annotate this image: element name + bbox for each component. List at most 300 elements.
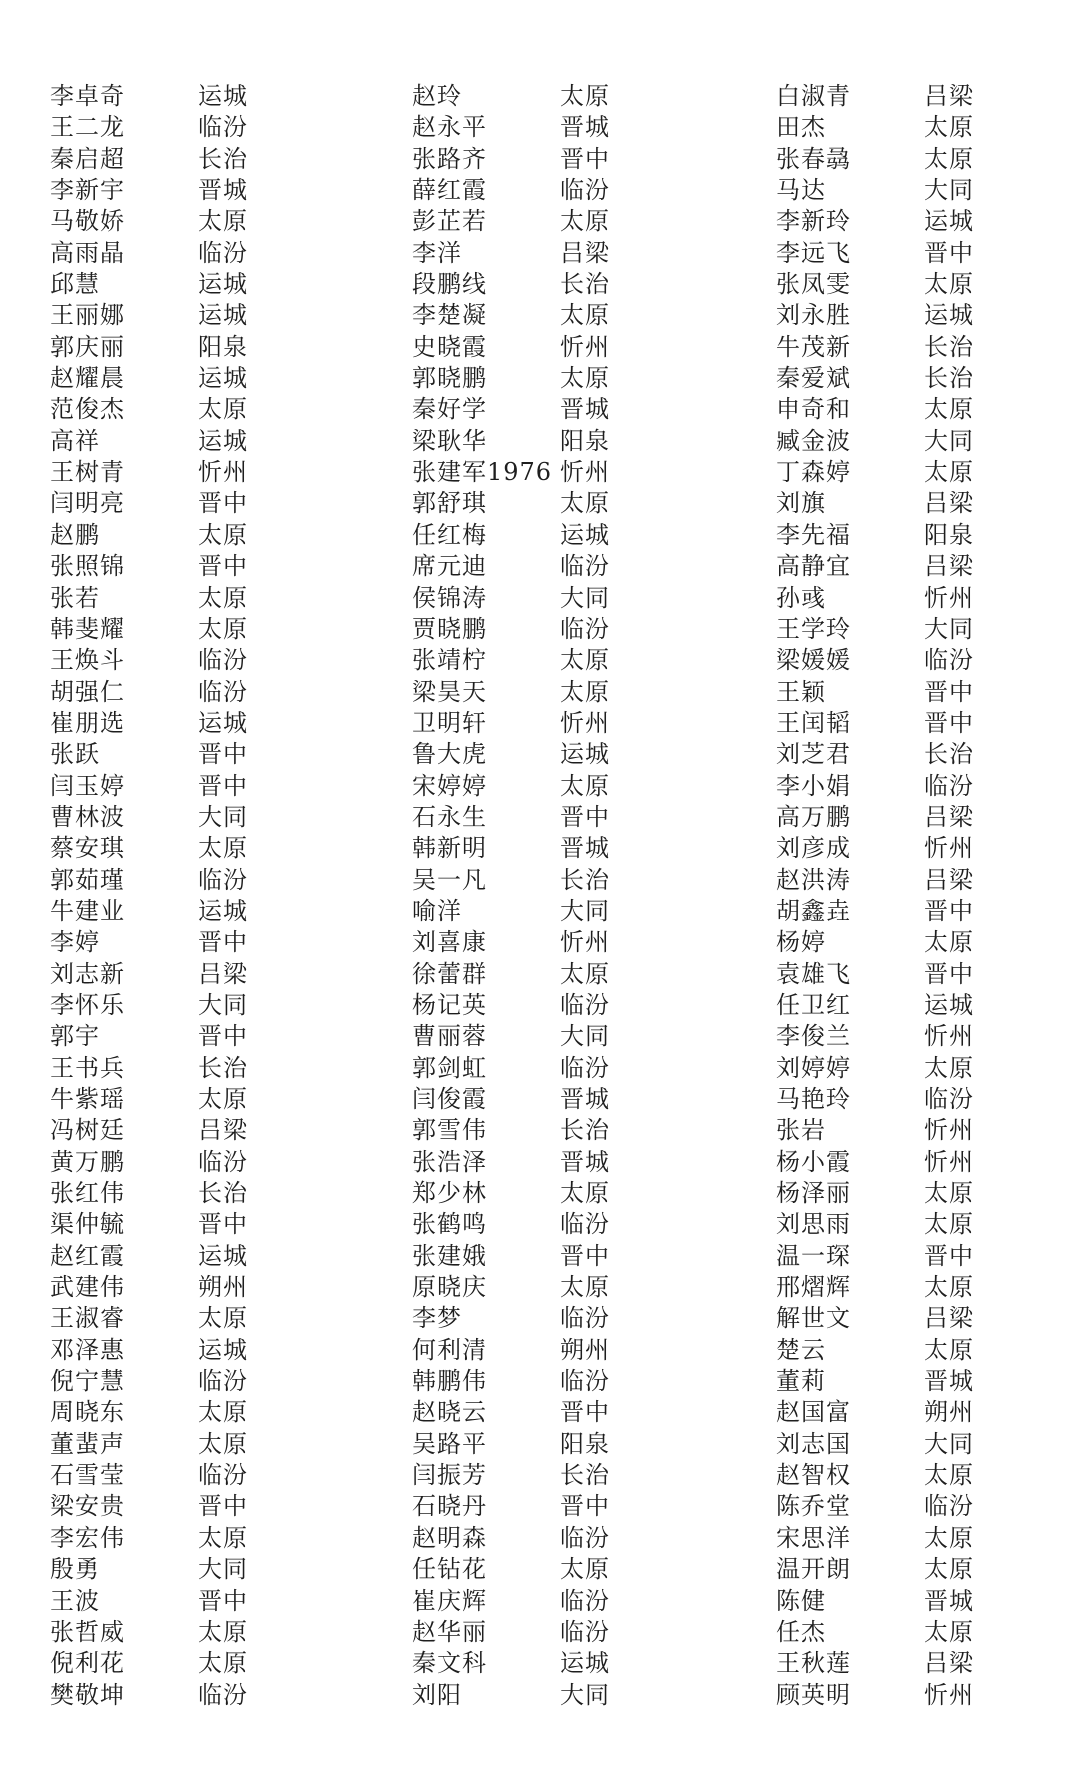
person-name: 刘思雨 bbox=[776, 1210, 851, 1239]
person-name: 赵红霞 bbox=[50, 1241, 125, 1270]
person-name: 何利清 bbox=[412, 1335, 487, 1364]
city-name: 晋中 bbox=[924, 708, 974, 737]
person-name: 刘阳 bbox=[412, 1680, 462, 1709]
person-name: 邢熠辉 bbox=[776, 1273, 851, 1302]
city-name: 太原 bbox=[924, 113, 974, 142]
person-name: 张红伟 bbox=[50, 1179, 125, 1208]
city-name: 晋中 bbox=[560, 1398, 610, 1427]
person-name: 梁昊天 bbox=[412, 677, 487, 706]
person-name: 王二龙 bbox=[50, 113, 125, 142]
person-name: 马敬娇 bbox=[50, 207, 125, 236]
person-name: 赵晓云 bbox=[412, 1398, 487, 1427]
city-name: 太原 bbox=[198, 614, 248, 643]
city-name: 运城 bbox=[924, 207, 974, 236]
person-name: 吴一凡 bbox=[412, 865, 487, 894]
city-name: 太原 bbox=[924, 1210, 974, 1239]
person-name: 秦启超 bbox=[50, 144, 125, 173]
city-name: 忻州 bbox=[198, 458, 248, 487]
person-name: 邓泽惠 bbox=[50, 1335, 125, 1364]
city-name: 临汾 bbox=[198, 238, 248, 267]
city-name: 临汾 bbox=[198, 1147, 248, 1176]
city-name: 临汾 bbox=[560, 614, 610, 643]
city-name: 太原 bbox=[560, 207, 610, 236]
city-name: 忻州 bbox=[924, 1147, 974, 1176]
person-name: 宋思洋 bbox=[776, 1523, 851, 1552]
person-name: 解世文 bbox=[776, 1304, 851, 1333]
person-name: 张凤雯 bbox=[776, 270, 851, 299]
person-name: 蔡安琪 bbox=[50, 834, 125, 863]
person-name: 楚云 bbox=[776, 1335, 826, 1364]
person-name: 郭茹瑾 bbox=[50, 865, 125, 894]
city-name: 忻州 bbox=[560, 708, 610, 737]
person-name: 杨小霞 bbox=[776, 1147, 851, 1176]
city-name: 晋城 bbox=[560, 1147, 610, 1176]
city-name: 临汾 bbox=[560, 176, 610, 205]
city-name: 运城 bbox=[560, 520, 610, 549]
city-name: 太原 bbox=[198, 1398, 248, 1427]
city-name: 临汾 bbox=[560, 552, 610, 581]
person-name: 李先福 bbox=[776, 520, 851, 549]
person-name: 杨泽丽 bbox=[776, 1179, 851, 1208]
city-name: 临汾 bbox=[198, 865, 248, 894]
city-name: 临汾 bbox=[924, 1492, 974, 1521]
city-name: 大同 bbox=[924, 1429, 974, 1458]
city-name: 忻州 bbox=[924, 583, 974, 612]
person-name: 李宏伟 bbox=[50, 1523, 125, 1552]
city-name: 晋城 bbox=[560, 395, 610, 424]
city-name: 长治 bbox=[198, 1053, 248, 1082]
person-name: 梁耿华 bbox=[412, 426, 487, 455]
person-name: 任卫红 bbox=[776, 990, 851, 1019]
person-name: 李俊兰 bbox=[776, 1022, 851, 1051]
person-name: 王波 bbox=[50, 1586, 100, 1615]
person-name: 温一琛 bbox=[776, 1241, 851, 1270]
person-name: 赵华丽 bbox=[412, 1617, 487, 1646]
city-name: 长治 bbox=[560, 1461, 610, 1490]
city-name: 太原 bbox=[198, 1429, 248, 1458]
person-name: 郭雪伟 bbox=[412, 1116, 487, 1145]
city-name: 太原 bbox=[924, 395, 974, 424]
person-name: 刘志新 bbox=[50, 959, 125, 988]
city-name: 晋城 bbox=[560, 834, 610, 863]
person-name: 王闰韬 bbox=[776, 708, 851, 737]
city-name: 运城 bbox=[198, 270, 248, 299]
person-name: 闫玉婷 bbox=[50, 771, 125, 800]
city-name: 临汾 bbox=[560, 1304, 610, 1333]
city-name: 吕梁 bbox=[924, 82, 974, 110]
city-name: 运城 bbox=[198, 301, 248, 330]
person-name: 王颖 bbox=[776, 677, 826, 706]
person-name: 徐蕾群 bbox=[412, 959, 487, 988]
city-name: 长治 bbox=[560, 1116, 610, 1145]
city-name: 忻州 bbox=[924, 1022, 974, 1051]
person-name: 丁森婷 bbox=[776, 458, 851, 487]
person-name: 周晓东 bbox=[50, 1398, 125, 1427]
person-name: 张若 bbox=[50, 583, 100, 612]
person-name: 宋婷婷 bbox=[412, 771, 487, 800]
city-name: 太原 bbox=[560, 771, 610, 800]
person-name: 梁媛媛 bbox=[776, 646, 851, 675]
city-name: 太原 bbox=[198, 1523, 248, 1552]
person-name: 段鹏线 bbox=[412, 270, 487, 299]
city-name: 晋中 bbox=[560, 144, 610, 173]
city-name: 晋中 bbox=[198, 1586, 248, 1615]
city-name: 大同 bbox=[560, 583, 610, 612]
person-name: 李怀乐 bbox=[50, 990, 125, 1019]
city-name: 忻州 bbox=[560, 458, 610, 487]
person-name: 韩鹏伟 bbox=[412, 1367, 487, 1396]
person-name: 卫明轩 bbox=[412, 708, 487, 737]
person-name: 赵智权 bbox=[776, 1461, 851, 1490]
person-name: 范俊杰 bbox=[50, 395, 125, 424]
person-name: 邱慧 bbox=[50, 270, 100, 299]
person-name: 马艳玲 bbox=[776, 1085, 851, 1113]
person-name: 渠仲毓 bbox=[50, 1210, 125, 1239]
city-name: 阳泉 bbox=[198, 332, 248, 361]
person-name: 韩新明 bbox=[412, 834, 487, 863]
person-name: 郭庆丽 bbox=[50, 332, 125, 361]
city-name: 太原 bbox=[560, 82, 610, 110]
person-name: 张哲威 bbox=[50, 1617, 125, 1646]
person-name: 闫俊霞 bbox=[412, 1085, 487, 1113]
city-name: 大同 bbox=[198, 802, 248, 831]
person-name: 赵明森 bbox=[412, 1523, 487, 1552]
person-name: 张鹤鸣 bbox=[412, 1210, 487, 1239]
city-name: 太原 bbox=[198, 1617, 248, 1646]
city-name: 长治 bbox=[560, 270, 610, 299]
person-name: 石永生 bbox=[412, 802, 487, 831]
person-name: 梁安贵 bbox=[50, 1492, 125, 1521]
city-name: 临汾 bbox=[924, 646, 974, 675]
city-name: 临汾 bbox=[198, 113, 248, 142]
city-name: 吕梁 bbox=[198, 1116, 248, 1145]
person-name: 张路齐 bbox=[412, 144, 487, 173]
city-name: 太原 bbox=[924, 270, 974, 299]
city-name: 太原 bbox=[924, 1335, 974, 1364]
person-name: 臧金波 bbox=[776, 426, 851, 455]
city-name: 晋城 bbox=[560, 1085, 610, 1113]
city-name: 太原 bbox=[924, 1179, 974, 1208]
city-name: 临汾 bbox=[560, 1053, 610, 1082]
city-name: 临汾 bbox=[560, 1617, 610, 1646]
city-name: 吕梁 bbox=[198, 959, 248, 988]
city-name: 晋中 bbox=[198, 1022, 248, 1051]
person-name: 郭晓鹏 bbox=[412, 364, 487, 393]
person-name: 王淑睿 bbox=[50, 1304, 125, 1333]
person-name: 曹丽蓉 bbox=[412, 1022, 487, 1051]
person-name: 刘旗 bbox=[776, 489, 826, 518]
person-name: 闫振芳 bbox=[412, 1461, 487, 1490]
city-name: 长治 bbox=[560, 865, 610, 894]
city-name: 吕梁 bbox=[924, 489, 974, 518]
city-name: 太原 bbox=[198, 1304, 248, 1333]
person-name: 王丽娜 bbox=[50, 301, 125, 330]
city-name: 太原 bbox=[198, 1085, 248, 1113]
city-name: 太原 bbox=[924, 1617, 974, 1646]
person-name: 李远飞 bbox=[776, 238, 851, 267]
city-name: 吕梁 bbox=[560, 238, 610, 267]
person-name: 任杰 bbox=[776, 1617, 826, 1646]
city-name: 临汾 bbox=[198, 1680, 248, 1709]
person-name: 原晓庆 bbox=[412, 1273, 487, 1302]
city-name: 太原 bbox=[560, 489, 610, 518]
person-name: 倪宁慧 bbox=[50, 1367, 125, 1396]
person-name: 田杰 bbox=[776, 113, 826, 142]
person-name: 韩斐耀 bbox=[50, 614, 125, 643]
person-name: 武建伟 bbox=[50, 1273, 125, 1302]
person-name: 牛茂新 bbox=[776, 332, 851, 361]
person-name: 申奇和 bbox=[776, 395, 851, 424]
city-name: 吕梁 bbox=[924, 865, 974, 894]
city-name: 太原 bbox=[924, 928, 974, 957]
person-name: 杨记英 bbox=[412, 990, 487, 1019]
city-name: 大同 bbox=[924, 614, 974, 643]
person-name: 秦文科 bbox=[412, 1649, 487, 1678]
city-name: 晋城 bbox=[560, 113, 610, 142]
city-name: 太原 bbox=[924, 1273, 974, 1302]
person-name: 赵鹏 bbox=[50, 520, 100, 549]
city-name: 太原 bbox=[198, 834, 248, 863]
person-name: 郭舒琪 bbox=[412, 489, 487, 518]
person-name: 赵玲 bbox=[412, 82, 462, 110]
city-name: 大同 bbox=[560, 1022, 610, 1051]
city-name: 朔州 bbox=[560, 1335, 610, 1364]
person-name: 刘婷婷 bbox=[776, 1053, 851, 1082]
city-name: 太原 bbox=[560, 364, 610, 393]
person-name: 张春骉 bbox=[776, 144, 851, 173]
city-name: 运城 bbox=[560, 1649, 610, 1678]
person-name: 张建娥 bbox=[412, 1241, 487, 1270]
city-name: 临汾 bbox=[198, 1367, 248, 1396]
city-name: 太原 bbox=[198, 395, 248, 424]
city-name: 运城 bbox=[198, 364, 248, 393]
person-name: 殷勇 bbox=[50, 1555, 100, 1584]
city-name: 运城 bbox=[560, 740, 610, 769]
city-name: 长治 bbox=[924, 332, 974, 361]
person-name: 李洋 bbox=[412, 238, 462, 267]
person-name: 高祥 bbox=[50, 426, 100, 455]
city-name: 太原 bbox=[924, 144, 974, 173]
city-name: 太原 bbox=[560, 301, 610, 330]
city-name: 大同 bbox=[198, 990, 248, 1019]
city-name: 运城 bbox=[198, 82, 248, 110]
person-name: 王秋莲 bbox=[776, 1649, 851, 1678]
person-name: 高静宜 bbox=[776, 552, 851, 581]
person-name: 高雨晶 bbox=[50, 238, 125, 267]
city-name: 临汾 bbox=[560, 1210, 610, 1239]
city-name: 阳泉 bbox=[560, 426, 610, 455]
person-name: 王书兵 bbox=[50, 1053, 125, 1082]
city-name: 临汾 bbox=[198, 1461, 248, 1490]
city-name: 临汾 bbox=[198, 646, 248, 675]
person-name: 王树青 bbox=[50, 458, 125, 487]
city-name: 吕梁 bbox=[924, 552, 974, 581]
person-name: 闫明亮 bbox=[50, 489, 125, 518]
city-name: 太原 bbox=[924, 1461, 974, 1490]
person-name: 倪利花 bbox=[50, 1649, 125, 1678]
person-name: 曹林波 bbox=[50, 802, 125, 831]
person-name: 赵耀晨 bbox=[50, 364, 125, 393]
city-name: 运城 bbox=[198, 1335, 248, 1364]
city-name: 长治 bbox=[924, 364, 974, 393]
city-name: 太原 bbox=[560, 646, 610, 675]
city-name: 长治 bbox=[924, 740, 974, 769]
person-name: 董莉 bbox=[776, 1367, 826, 1396]
person-name: 秦爱斌 bbox=[776, 364, 851, 393]
person-name: 李卓奇 bbox=[50, 82, 125, 110]
city-name: 忻州 bbox=[924, 834, 974, 863]
city-name: 晋中 bbox=[924, 677, 974, 706]
person-name: 侯锦涛 bbox=[412, 583, 487, 612]
person-name: 史晓霞 bbox=[412, 332, 487, 361]
city-name: 晋中 bbox=[198, 552, 248, 581]
city-name: 太原 bbox=[560, 1555, 610, 1584]
city-name: 长治 bbox=[198, 144, 248, 173]
city-name: 运城 bbox=[924, 301, 974, 330]
city-name: 大同 bbox=[924, 426, 974, 455]
person-name: 崔朋选 bbox=[50, 708, 125, 737]
person-name: 李楚凝 bbox=[412, 301, 487, 330]
city-name: 太原 bbox=[924, 1523, 974, 1552]
person-name: 赵永平 bbox=[412, 113, 487, 142]
person-name: 郭剑虹 bbox=[412, 1053, 487, 1082]
city-name: 晋中 bbox=[198, 1210, 248, 1239]
person-name: 张岩 bbox=[776, 1116, 826, 1145]
person-name: 马达 bbox=[776, 176, 826, 205]
city-name: 太原 bbox=[560, 959, 610, 988]
person-name: 樊敬坤 bbox=[50, 1680, 125, 1709]
city-name: 阳泉 bbox=[560, 1429, 610, 1458]
city-name: 运城 bbox=[198, 1241, 248, 1270]
city-name: 朔州 bbox=[924, 1398, 974, 1427]
person-name: 温开朗 bbox=[776, 1555, 851, 1584]
city-name: 太原 bbox=[924, 1053, 974, 1082]
city-name: 晋中 bbox=[924, 959, 974, 988]
city-name: 太原 bbox=[560, 677, 610, 706]
city-name: 晋中 bbox=[198, 928, 248, 957]
person-name: 喻洋 bbox=[412, 896, 462, 925]
person-name: 张跃 bbox=[50, 740, 100, 769]
person-name: 李婷 bbox=[50, 928, 100, 957]
person-name: 石晓丹 bbox=[412, 1492, 487, 1521]
person-name: 崔庆辉 bbox=[412, 1586, 487, 1615]
city-name: 太原 bbox=[198, 520, 248, 549]
city-name: 吕梁 bbox=[924, 1649, 974, 1678]
person-name: 李梦 bbox=[412, 1304, 462, 1333]
person-name: 陈健 bbox=[776, 1586, 826, 1615]
person-name: 任红梅 bbox=[412, 520, 487, 549]
person-name: 刘永胜 bbox=[776, 301, 851, 330]
person-name: 牛紫瑶 bbox=[50, 1085, 125, 1113]
city-name: 忻州 bbox=[924, 1116, 974, 1145]
person-name: 冯树廷 bbox=[50, 1116, 125, 1145]
person-name: 赵洪涛 bbox=[776, 865, 851, 894]
person-name: 胡鑫垚 bbox=[776, 896, 851, 925]
person-name: 吴路平 bbox=[412, 1429, 487, 1458]
city-name: 吕梁 bbox=[924, 802, 974, 831]
person-name: 胡强仁 bbox=[50, 677, 125, 706]
city-name: 晋城 bbox=[924, 1586, 974, 1615]
person-name: 牛建业 bbox=[50, 896, 125, 925]
city-name: 太原 bbox=[198, 583, 248, 612]
person-name: 刘彦成 bbox=[776, 834, 851, 863]
city-name: 晋中 bbox=[560, 802, 610, 831]
city-name: 晋中 bbox=[198, 1492, 248, 1521]
city-name: 太原 bbox=[924, 1555, 974, 1584]
city-name: 忻州 bbox=[560, 332, 610, 361]
city-name: 临汾 bbox=[560, 1367, 610, 1396]
person-name: 刘志国 bbox=[776, 1429, 851, 1458]
city-name: 长治 bbox=[198, 1179, 248, 1208]
city-name: 大同 bbox=[560, 896, 610, 925]
city-name: 临汾 bbox=[924, 771, 974, 800]
person-name: 黄万鹏 bbox=[50, 1147, 125, 1176]
person-name: 赵国富 bbox=[776, 1398, 851, 1427]
city-name: 晋中 bbox=[924, 1241, 974, 1270]
person-name: 孙彧 bbox=[776, 583, 826, 612]
person-name: 张浩泽 bbox=[412, 1147, 487, 1176]
person-name: 刘喜康 bbox=[412, 928, 487, 957]
city-name: 临汾 bbox=[560, 1523, 610, 1552]
person-name: 鲁大虎 bbox=[412, 740, 487, 769]
person-name: 陈乔堂 bbox=[776, 1492, 851, 1521]
person-name: 刘芝君 bbox=[776, 740, 851, 769]
city-name: 大同 bbox=[198, 1555, 248, 1584]
person-name: 袁雄飞 bbox=[776, 959, 851, 988]
city-name: 临汾 bbox=[560, 990, 610, 1019]
city-name: 晋中 bbox=[560, 1241, 610, 1270]
person-name: 王学玲 bbox=[776, 614, 851, 643]
city-name: 晋中 bbox=[198, 489, 248, 518]
city-name: 晋中 bbox=[198, 771, 248, 800]
person-name: 秦好学 bbox=[412, 395, 487, 424]
person-name: 郭宇 bbox=[50, 1022, 100, 1051]
person-name: 李新宇 bbox=[50, 176, 125, 205]
person-name: 高万鹏 bbox=[776, 802, 851, 831]
city-name: 晋中 bbox=[924, 238, 974, 267]
person-name: 白淑青 bbox=[776, 82, 851, 110]
city-name: 运城 bbox=[198, 426, 248, 455]
city-name: 晋中 bbox=[560, 1492, 610, 1521]
person-name: 席元迪 bbox=[412, 552, 487, 581]
person-name: 贾晓鹏 bbox=[412, 614, 487, 643]
city-name: 太原 bbox=[924, 458, 974, 487]
city-name: 晋中 bbox=[924, 896, 974, 925]
city-name: 晋城 bbox=[924, 1367, 974, 1396]
city-name: 太原 bbox=[198, 207, 248, 236]
city-name: 大同 bbox=[924, 176, 974, 205]
person-name: 杨婷 bbox=[776, 928, 826, 957]
city-name: 运城 bbox=[198, 708, 248, 737]
person-name: 王焕斗 bbox=[50, 646, 125, 675]
city-name: 临汾 bbox=[924, 1085, 974, 1113]
person-name: 张照锦 bbox=[50, 552, 125, 581]
city-name: 忻州 bbox=[924, 1680, 974, 1709]
city-name: 大同 bbox=[560, 1680, 610, 1709]
person-name: 顾英明 bbox=[776, 1680, 851, 1709]
city-name: 运城 bbox=[924, 990, 974, 1019]
city-name: 朔州 bbox=[198, 1273, 248, 1302]
city-name: 吕梁 bbox=[924, 1304, 974, 1333]
city-name: 运城 bbox=[198, 896, 248, 925]
person-name: 李新玲 bbox=[776, 207, 851, 236]
city-name: 太原 bbox=[198, 1649, 248, 1678]
city-name: 晋城 bbox=[198, 176, 248, 205]
person-name: 任钻花 bbox=[412, 1555, 487, 1584]
city-name: 太原 bbox=[560, 1273, 610, 1302]
city-name: 临汾 bbox=[560, 1586, 610, 1615]
person-name: 张靖柠 bbox=[412, 646, 487, 675]
